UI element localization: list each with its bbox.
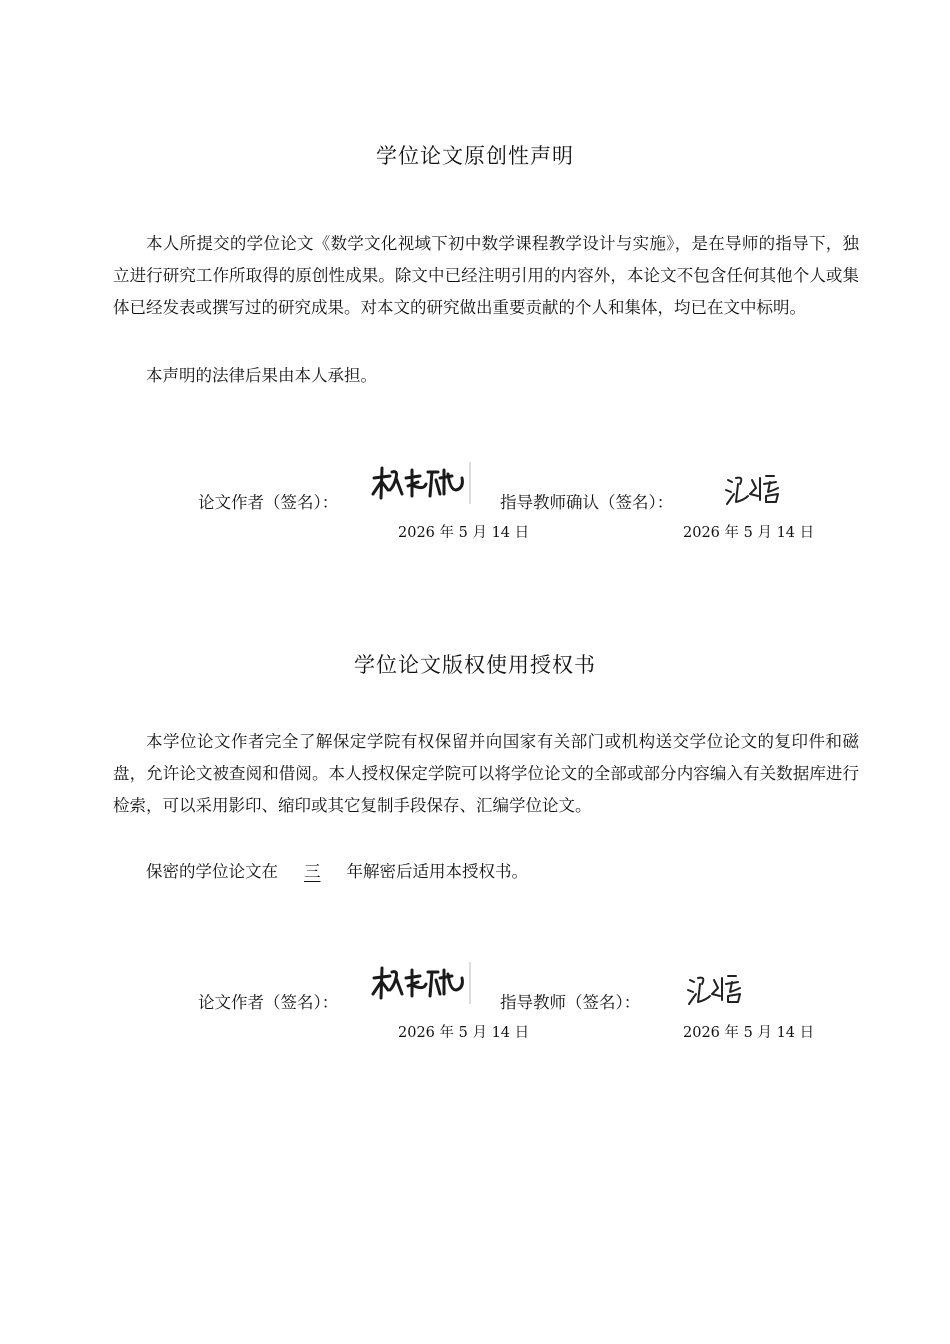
authorization-supervisor-date: 2026 年 5 月 14 日 xyxy=(683,1025,815,1041)
declaration-title: 学位论文原创性声明 xyxy=(376,144,574,168)
authorization-paragraph-1: 本学位论文作者完全了解保定学院有权保留并向国家有关部门或机构送交学位论文的复印件和磁盘，允许论文被查阅和借阅。本人授权保定学院可以将学位论文的全部或部分内容编入有关数据库进行检索，可以采用影印、缩印或其它复制手段保存、汇编学位论文。 xyxy=(113,732,859,815)
secrecy-suffix: 年解密后适用本授权书。 xyxy=(346,862,528,881)
authorization-author-date: 2026 年 5 月 14 日 xyxy=(398,1025,530,1041)
authorization-supervisor-signature xyxy=(684,970,766,1010)
secrecy-years: 三 xyxy=(304,862,321,881)
authorization-title: 学位论文版权使用授权书 xyxy=(354,653,596,677)
declaration-author-signature xyxy=(368,460,476,508)
authorization-author-label: 论文作者（签名）： xyxy=(198,993,339,1012)
declaration-supervisor-signature xyxy=(722,470,804,510)
declaration-paragraph-2: 本声明的法律后果由本人承担。 xyxy=(146,366,377,385)
declaration-supervisor-label: 指导教师确认（签名）： xyxy=(500,493,674,512)
declaration-paragraph-1: 本人所提交的学位论文《数学文化视域下初中数学课程教学设计与实施》，是在导师的指导下，独立进行研究工作所取得的原创性成果。除文中已经注明引用的内容外，本论文不包含任何其他个人或集体已经发表或撰写过的研究成果。对本文的研究做出重要贡献的个人和集体，均已在文中标明。 xyxy=(113,234,859,317)
declaration-author-date: 2026 年 5 月 14 日 xyxy=(398,525,530,541)
secrecy-statement xyxy=(113,856,528,888)
declaration-supervisor-date: 2026 年 5 月 14 日 xyxy=(683,525,815,541)
authorization-author-signature xyxy=(368,960,476,1008)
secrecy-prefix: 保密的学位论文在 xyxy=(146,862,278,881)
declaration-author-label: 论文作者（签名）： xyxy=(198,493,339,512)
authorization-supervisor-label: 指导教师（签名）： xyxy=(500,993,641,1012)
